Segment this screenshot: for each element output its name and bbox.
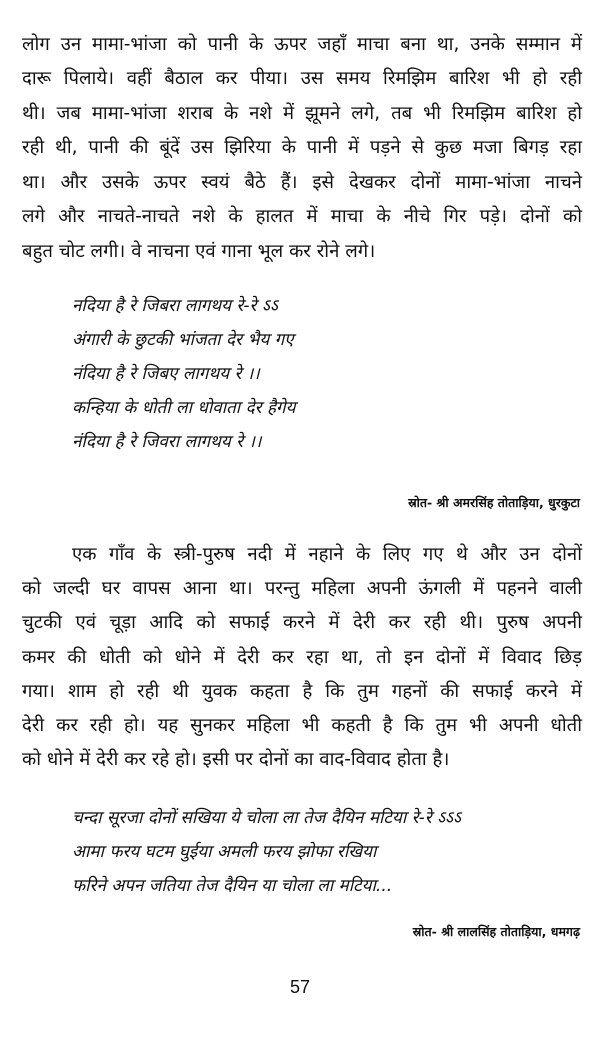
- paragraph-line: दारू पिलाये। वहीं बैठाल कर पीया। उस समय रिमझिम बारिश भी हो रही: [22, 68, 582, 89]
- verse-line: नदिया है रे जिबरा लागथय रे-रे ऽऽ: [72, 296, 278, 316]
- paragraph-line: देरी कर रही हो। यह सुनकर महिला भी कहती है कि तुम भी अपनी धोती: [22, 715, 582, 736]
- page-number: 57: [289, 977, 311, 997]
- paragraph-line: लगे और नाचते-नाचते नशे के हालत में माचा के नीचे गिर पड़े। दोनों को: [22, 206, 582, 227]
- verse-line: कन्हिया के धोती ला धोवाता देर हैगेय: [72, 398, 296, 418]
- verse-line: चन्दा सूरजा दोनों सखिया ये चोला ला तेज दैयिन मटिया रे-रे ऽऽऽ: [72, 808, 461, 828]
- verse-line: फरिने अपन जतिया तेज दैयिन या चोला ला मटिया...: [72, 876, 393, 896]
- paragraph-line: बहुत चोट लगी। वे नाचना एवं गाना भूल कर रोने लगे।: [22, 241, 376, 262]
- verse-line: अंगारी के छुटकी भांजता देर भैय गए: [72, 330, 294, 350]
- verse-1-source: स्रोत- श्री अमरसिंह तोताड़िया, धुरकुटा: [408, 495, 580, 510]
- verse-2-source: स्रोत- श्री लालसिंह तोताड़िया, धमगढ़: [412, 924, 580, 939]
- paragraph-line: को जल्दी घर वापस आना था। परन्तु महिला अपनी ऊंगली में पहनने वाली: [22, 578, 582, 599]
- verse-line: नंदिया है रे जिवरा लागथय रे ।।: [72, 432, 262, 452]
- verse-line: नंदिया है रे जिबए लागथय रे ।।: [72, 364, 260, 384]
- paragraph-line: थी। जब मामा-भांजा शराब के नशे में झूमने लगे, तब भी रिमझिम बारिश हो: [22, 103, 582, 124]
- verse-line: आमा फरय घटम घुईया अमली फरय झोफा रखिया: [72, 842, 377, 862]
- paragraph-line: लोग उन मामा-भांजा को पानी के ऊपर जहाँ माचा बना था, उनके सम्मान में: [22, 34, 582, 55]
- paragraph-line: गया। शाम हो रही थी युवक कहता है कि तुम गहनों की सफाई करने में: [22, 681, 582, 702]
- paragraph-line: चुटकी एवं चूड़ा आदि को सफाई करने में देरी कर रही थी। पुरुष अपनी: [22, 612, 582, 633]
- paragraph-line: कमर की धोती को धोने में देरी कर रहा था, तो इन दोनों में विवाद छिड़: [22, 647, 582, 668]
- paragraph-line: रही थी, पानी की बूंदें उस झिरिया के पानी में पड़ने से कुछ मजा बिगड़ रहा: [22, 137, 582, 158]
- paragraph-line: एक गाँव के स्त्री-पुरुष नदी में नहाने के लिए गए थे और उन दोनों: [72, 544, 582, 565]
- paragraph-line: को धोने में देरी कर रहे हो। इसी पर दोनों का वाद-विवाद होता है।: [22, 749, 450, 770]
- paragraph-line: था। और उसके ऊपर स्वयं बैठे हैं। इसे देखकर दोनों मामा-भांजा नाचने: [22, 172, 582, 193]
